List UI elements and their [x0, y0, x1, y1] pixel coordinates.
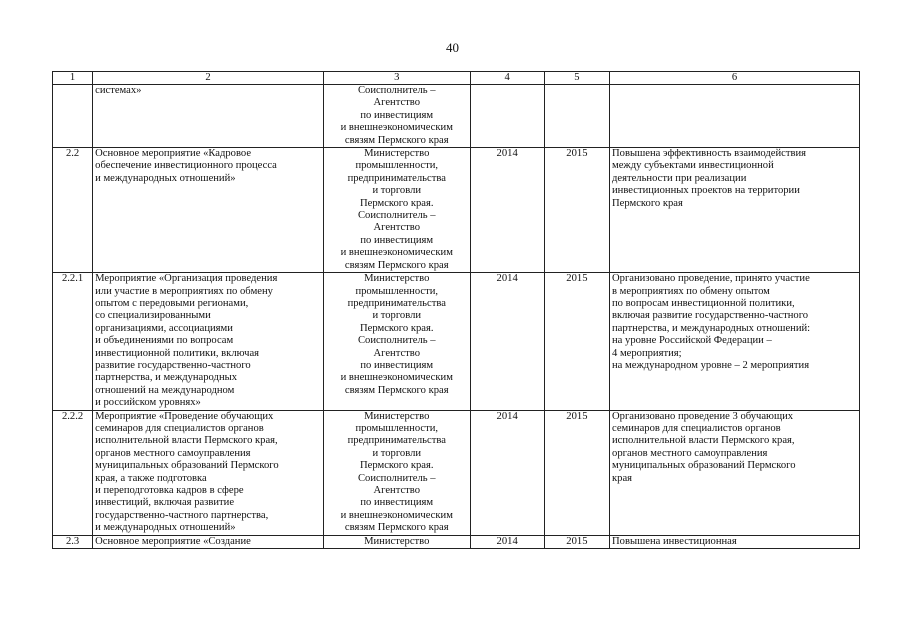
cell-activity-name-line: отношений на международном: [95, 384, 235, 396]
header-cell-name: 2: [93, 72, 324, 85]
cell-executor: [323, 148, 470, 273]
cell-activity-name-line: семинаров для специалистов органов: [95, 422, 264, 434]
cell-number: [53, 85, 93, 148]
cell-activity-name-line: организациями, ассоциациями: [95, 322, 233, 334]
cell-executor-line: Пермского края.: [360, 322, 434, 334]
cell-result-line: на международном уровне – 2 мероприятия: [612, 359, 810, 371]
cell-activity-name: [93, 410, 324, 535]
cell-result-line: края: [612, 472, 633, 484]
program-activities-table: [52, 71, 860, 549]
cell-activity-name-line: со специализированными: [95, 310, 211, 322]
cell-executor-line: связям Пермского края: [344, 134, 449, 146]
cell-executor-line: промышленности,: [355, 422, 439, 434]
cell-result-line: в мероприятиях по обмену опытом: [612, 285, 770, 297]
cell-activity-name-line: края, а также подготовка: [95, 472, 207, 484]
cell-activity-name-line: опытом с передовыми регионами,: [95, 297, 249, 309]
cell-activity-name-line: развитие государственно-частного: [95, 359, 251, 371]
cell-executor-line: по инвестициям: [360, 109, 434, 121]
cell-result: [610, 410, 860, 535]
cell-executor-line: по инвестициям: [360, 359, 434, 371]
cell-activity-name-line: органов местного самоуправления: [95, 447, 251, 459]
cell-executor: [323, 273, 470, 410]
cell-result-line: партнерства, и международных отношений:: [612, 322, 811, 334]
cell-end-year: 2015: [544, 535, 609, 548]
cell-result-line: между субъектами инвестиционной: [612, 160, 774, 172]
cell-executor-line: и торговли: [372, 447, 422, 459]
cell-activity-name-line: обеспечение инвестиционного процесса: [95, 160, 277, 172]
cell-executor-line: и внешнеэкономическим: [340, 122, 453, 134]
cell-executor-line: и внешнеэкономическим: [340, 509, 453, 521]
cell-executor-line: Пермского края.: [360, 197, 434, 209]
cell-activity-name-line: и международных отношений»: [95, 172, 236, 184]
cell-executor-line: Министерство: [364, 273, 430, 285]
cell-result-line: исполнительной власти Пермского края,: [612, 435, 795, 447]
cell-activity-name-line: инвестиционной политики, включая: [95, 347, 260, 359]
cell-executor-line: связям Пермского края: [344, 384, 449, 396]
cell-result-line: по вопросам инвестиционной политики,: [612, 297, 795, 309]
cell-result-line: органов местного самоуправления: [612, 447, 768, 459]
cell-number: 2.2.1: [53, 273, 93, 410]
table-row: [53, 273, 860, 410]
cell-executor-line: предпринимательства: [347, 435, 446, 447]
cell-executor-line: Соисполнитель –: [357, 210, 436, 222]
cell-end-year: [544, 85, 609, 148]
cell-result: [610, 535, 860, 548]
cell-executor-line: Министерство: [364, 410, 430, 422]
cell-executor-line: Министерство: [364, 148, 430, 160]
cell-activity-name-line: или участие в мероприятиях по обмену: [95, 285, 273, 297]
cell-activity-name-line: и российском уровнях»: [95, 397, 201, 409]
cell-activity-name-line: муниципальных образований Пермского: [95, 460, 279, 472]
cell-activity-name: [93, 148, 324, 273]
cell-number: 2.2.2: [53, 410, 93, 535]
cell-end-year: 2015: [544, 148, 609, 273]
cell-result: [610, 148, 860, 273]
cell-result-line: семинаров для специалистов органов: [612, 422, 781, 434]
header-cell-start-year: 4: [470, 72, 544, 85]
cell-executor-line: связям Пермского края: [344, 522, 449, 534]
cell-executor-line: Соисполнитель –: [357, 335, 436, 347]
cell-activity-name: [93, 85, 324, 148]
cell-executor-line: связям Пермского края: [344, 259, 449, 271]
table-row: [53, 148, 860, 273]
cell-executor-line: и торговли: [372, 310, 422, 322]
cell-executor-line: и внешнеэкономическим: [340, 372, 453, 384]
cell-executor-line: по инвестициям: [360, 234, 434, 246]
table-row: [53, 535, 860, 548]
cell-end-year: 2015: [544, 273, 609, 410]
table-row: [53, 410, 860, 535]
cell-activity-name-line: исполнительной власти Пермского края,: [95, 435, 278, 447]
cell-result: [610, 273, 860, 410]
cell-executor-line: предпринимательства: [347, 297, 446, 309]
cell-executor-line: Соисполнитель –: [357, 85, 436, 96]
cell-start-year: 2014: [470, 273, 544, 410]
cell-executor-line: промышленности,: [355, 285, 439, 297]
cell-start-year: 2014: [470, 410, 544, 535]
cell-result-line: муниципальных образований Пермского: [612, 460, 796, 472]
cell-result-line: Организовано проведение 3 обучающих: [612, 410, 794, 422]
cell-result-line: на уровне Российской Федерации –: [612, 335, 772, 347]
cell-result-line: Пермского края: [612, 197, 683, 209]
cell-executor-line: Соисполнитель –: [357, 472, 436, 484]
cell-number: 2.3: [53, 535, 93, 548]
cell-executor-line: Министерство: [364, 535, 430, 547]
cell-activity-name-line: партнерства, и международных: [95, 372, 238, 384]
cell-executor-line: предпринимательства: [347, 172, 446, 184]
cell-activity-name-line: Мероприятие «Организация проведения: [95, 273, 278, 285]
header-cell-executor: 3: [323, 72, 470, 85]
cell-executor-line: по инвестициям: [360, 497, 434, 509]
table-body: [53, 85, 860, 549]
header-cell-result: 6: [610, 72, 860, 85]
cell-activity-name-line: и международных отношений»: [95, 522, 236, 534]
cell-activity-name-line: инвестиций, включая развитие: [95, 497, 235, 509]
cell-result-line: деятельности при реализации: [612, 172, 747, 184]
cell-start-year: [470, 85, 544, 148]
cell-executor-line: и внешнеэкономическим: [340, 247, 453, 259]
cell-executor: [323, 535, 470, 548]
cell-executor-line: Агентство: [373, 97, 421, 109]
table-header-row: [53, 72, 860, 85]
cell-executor-line: промышленности,: [355, 160, 439, 172]
cell-end-year: 2015: [544, 410, 609, 535]
cell-executor-line: Агентство: [373, 347, 421, 359]
cell-activity-name-line: Основное мероприятие «Кадровое: [95, 148, 252, 160]
cell-result: [610, 85, 860, 148]
cell-start-year: 2014: [470, 148, 544, 273]
cell-executor: [323, 85, 470, 148]
cell-activity-name-line: и переподготовка кадров в сфере: [95, 485, 244, 496]
cell-result-line: включая развитие государственно-частного: [612, 310, 809, 322]
cell-activity-name-line: государственно-частного партнерства,: [95, 509, 269, 521]
table-row: [53, 85, 860, 148]
page-number: 40: [446, 40, 459, 55]
cell-executor-line: и торговли: [372, 185, 422, 197]
cell-result-line: Повышена эффективность взаимодействия: [612, 148, 807, 160]
cell-result-line: 4 мероприятия;: [612, 347, 682, 359]
cell-result-line: Организовано проведение, принято участие: [612, 273, 810, 285]
header-cell-end-year: 5: [544, 72, 609, 85]
cell-executor-line: Пермского края.: [360, 460, 434, 472]
cell-activity-name: [93, 273, 324, 410]
cell-activity-name: [93, 535, 324, 548]
cell-result-line: Повышена инвестиционная: [612, 535, 737, 547]
cell-activity-name-line: Основное мероприятие «Создание: [95, 535, 251, 547]
cell-executor-line: Агентство: [373, 222, 421, 234]
cell-activity-name-line: Мероприятие «Проведение обучающих: [95, 410, 274, 422]
cell-number: 2.2: [53, 148, 93, 273]
cell-executor: [323, 410, 470, 535]
cell-executor-line: Агентство: [373, 485, 421, 496]
header-cell-number: 1: [53, 72, 93, 85]
cell-activity-name-line: и объединениями по вопросам: [95, 335, 234, 347]
cell-start-year: 2014: [470, 535, 544, 548]
cell-result-line: инвестиционных проектов на территории: [612, 185, 800, 197]
cell-activity-name-line: системах»: [95, 85, 142, 96]
